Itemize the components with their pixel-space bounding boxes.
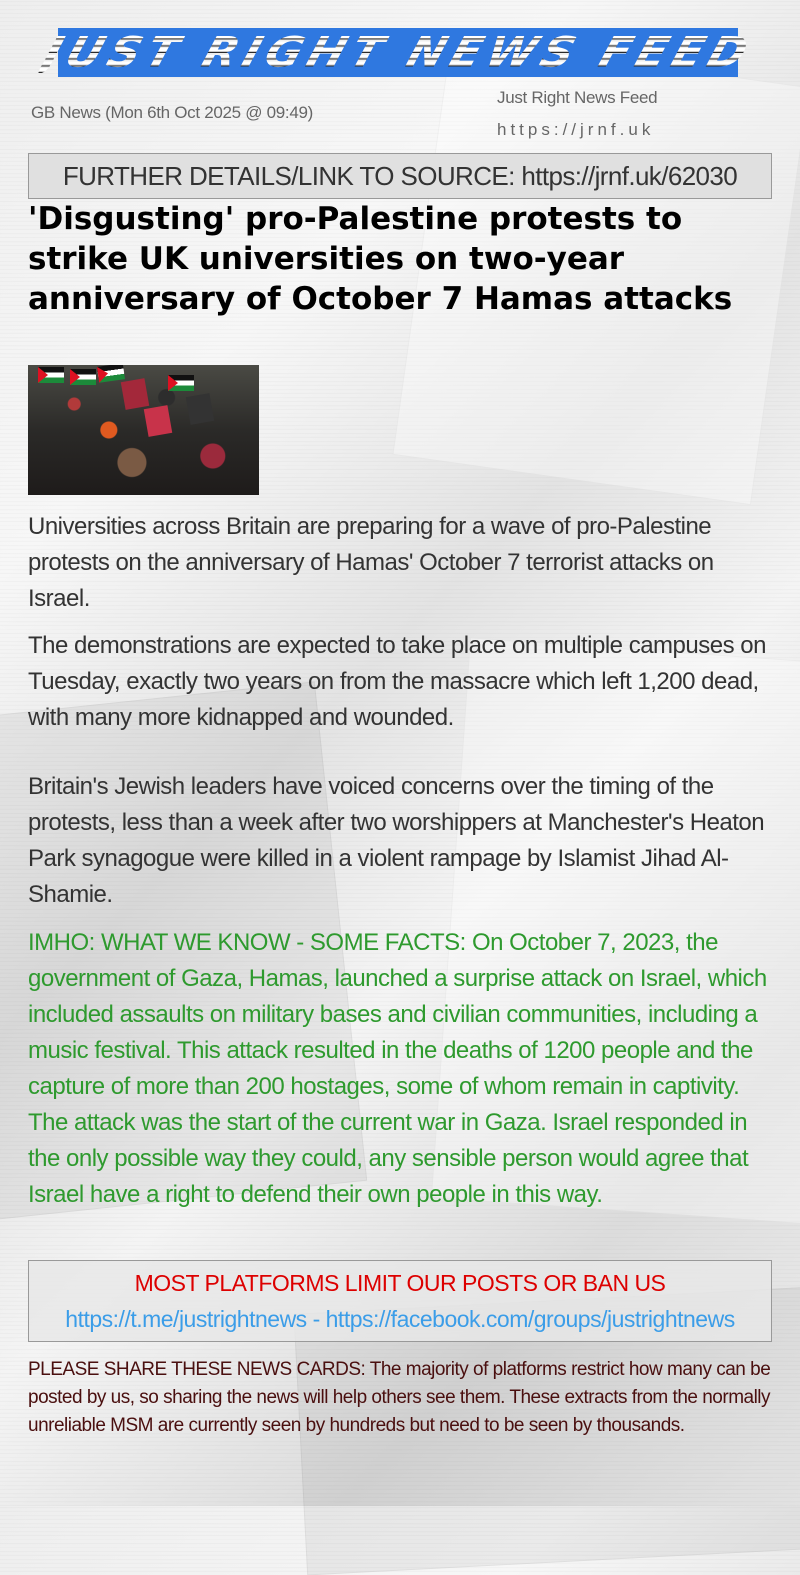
flag-graphic: [38, 367, 64, 383]
social-links: [29, 1304, 771, 1334]
news-source-timestamp: GB News (Mon 6th Oct 2025 @ 09:49): [31, 103, 314, 122]
share-appeal-text: PLEASE SHARE THESE NEWS CARDS: The majority of platforms restrict how many can be posted by us, so sharing the news will help others see them. These extracts from the normally unreliable MSM are currently seen by hundreds but need to be seen by thousands.: [28, 1359, 771, 1436]
flag-graphic: [70, 369, 96, 385]
article-paragraph: The demonstrations are expected to take place on multiple campuses on Tuesday, exactly two years on from the massacre which left 1,200 dead, with many more kidnapped and wounded.: [28, 632, 766, 731]
article-image: [28, 365, 259, 495]
brand-url[interactable]: https://jrnf.uk: [497, 120, 655, 139]
brand-name: Just Right News Feed: [497, 88, 658, 107]
placard-graphic: [144, 405, 172, 437]
facebook-link[interactable]: https://facebook.com/groups/justrightnews: [325, 1306, 735, 1332]
telegram-link[interactable]: https://t.me/justrightnews: [65, 1306, 307, 1332]
link-separator: -: [306, 1306, 326, 1332]
opinion-paragraph: IMHO: WHAT WE KNOW - SOME FACTS: On October 7, 2023, the government of Gaza, Hamas, launched a surprise attack on Israel, which included assaults on military bases and civilian communities, including a music festival. This attack resulted in the deaths of 1200 people and the capture of more than 200 hostages, some of whom remain in captivity. The attack was the start of the current war in Gaza. Israel responded in the only possible way they could, any sensible person would agree that Israel have a right to defend their own people in this way.: [28, 929, 767, 1208]
platform-notice-box: [28, 1260, 772, 1342]
site-logo: [36, 28, 760, 77]
article-headline: 'Disgusting' pro-Palestine protests to strike UK universities on two-year anniversary of October 7 Hamas attacks: [28, 201, 733, 317]
source-link-label[interactable]: FURTHER DETAILS/LINK TO SOURCE: https://jrnf.uk/62030: [62, 160, 738, 191]
placard-graphic: [186, 393, 214, 425]
article-paragraph: Universities across Britain are preparing for a wave of pro-Palestine protests on the anniversary of Hamas' October 7 terrorist attacks on Israel.: [28, 513, 714, 612]
article-paragraph: Britain's Jewish leaders have voiced concerns over the timing of the protests, less than a week after two worshippers at Manchester's Heaton Park synagogue were killed in a violent rampage by Islamist Jihad Al-Shamie.: [28, 773, 765, 908]
placard-graphic: [121, 378, 149, 410]
platform-notice-title: MOST PLATFORMS LIMIT OUR POSTS OR BAN US: [134, 1270, 666, 1296]
logo-text: JUST RIGHT NEWS FEED: [36, 28, 760, 77]
flag-graphic: [97, 365, 125, 383]
source-link-box[interactable]: [28, 153, 772, 199]
flag-graphic: [168, 375, 194, 391]
